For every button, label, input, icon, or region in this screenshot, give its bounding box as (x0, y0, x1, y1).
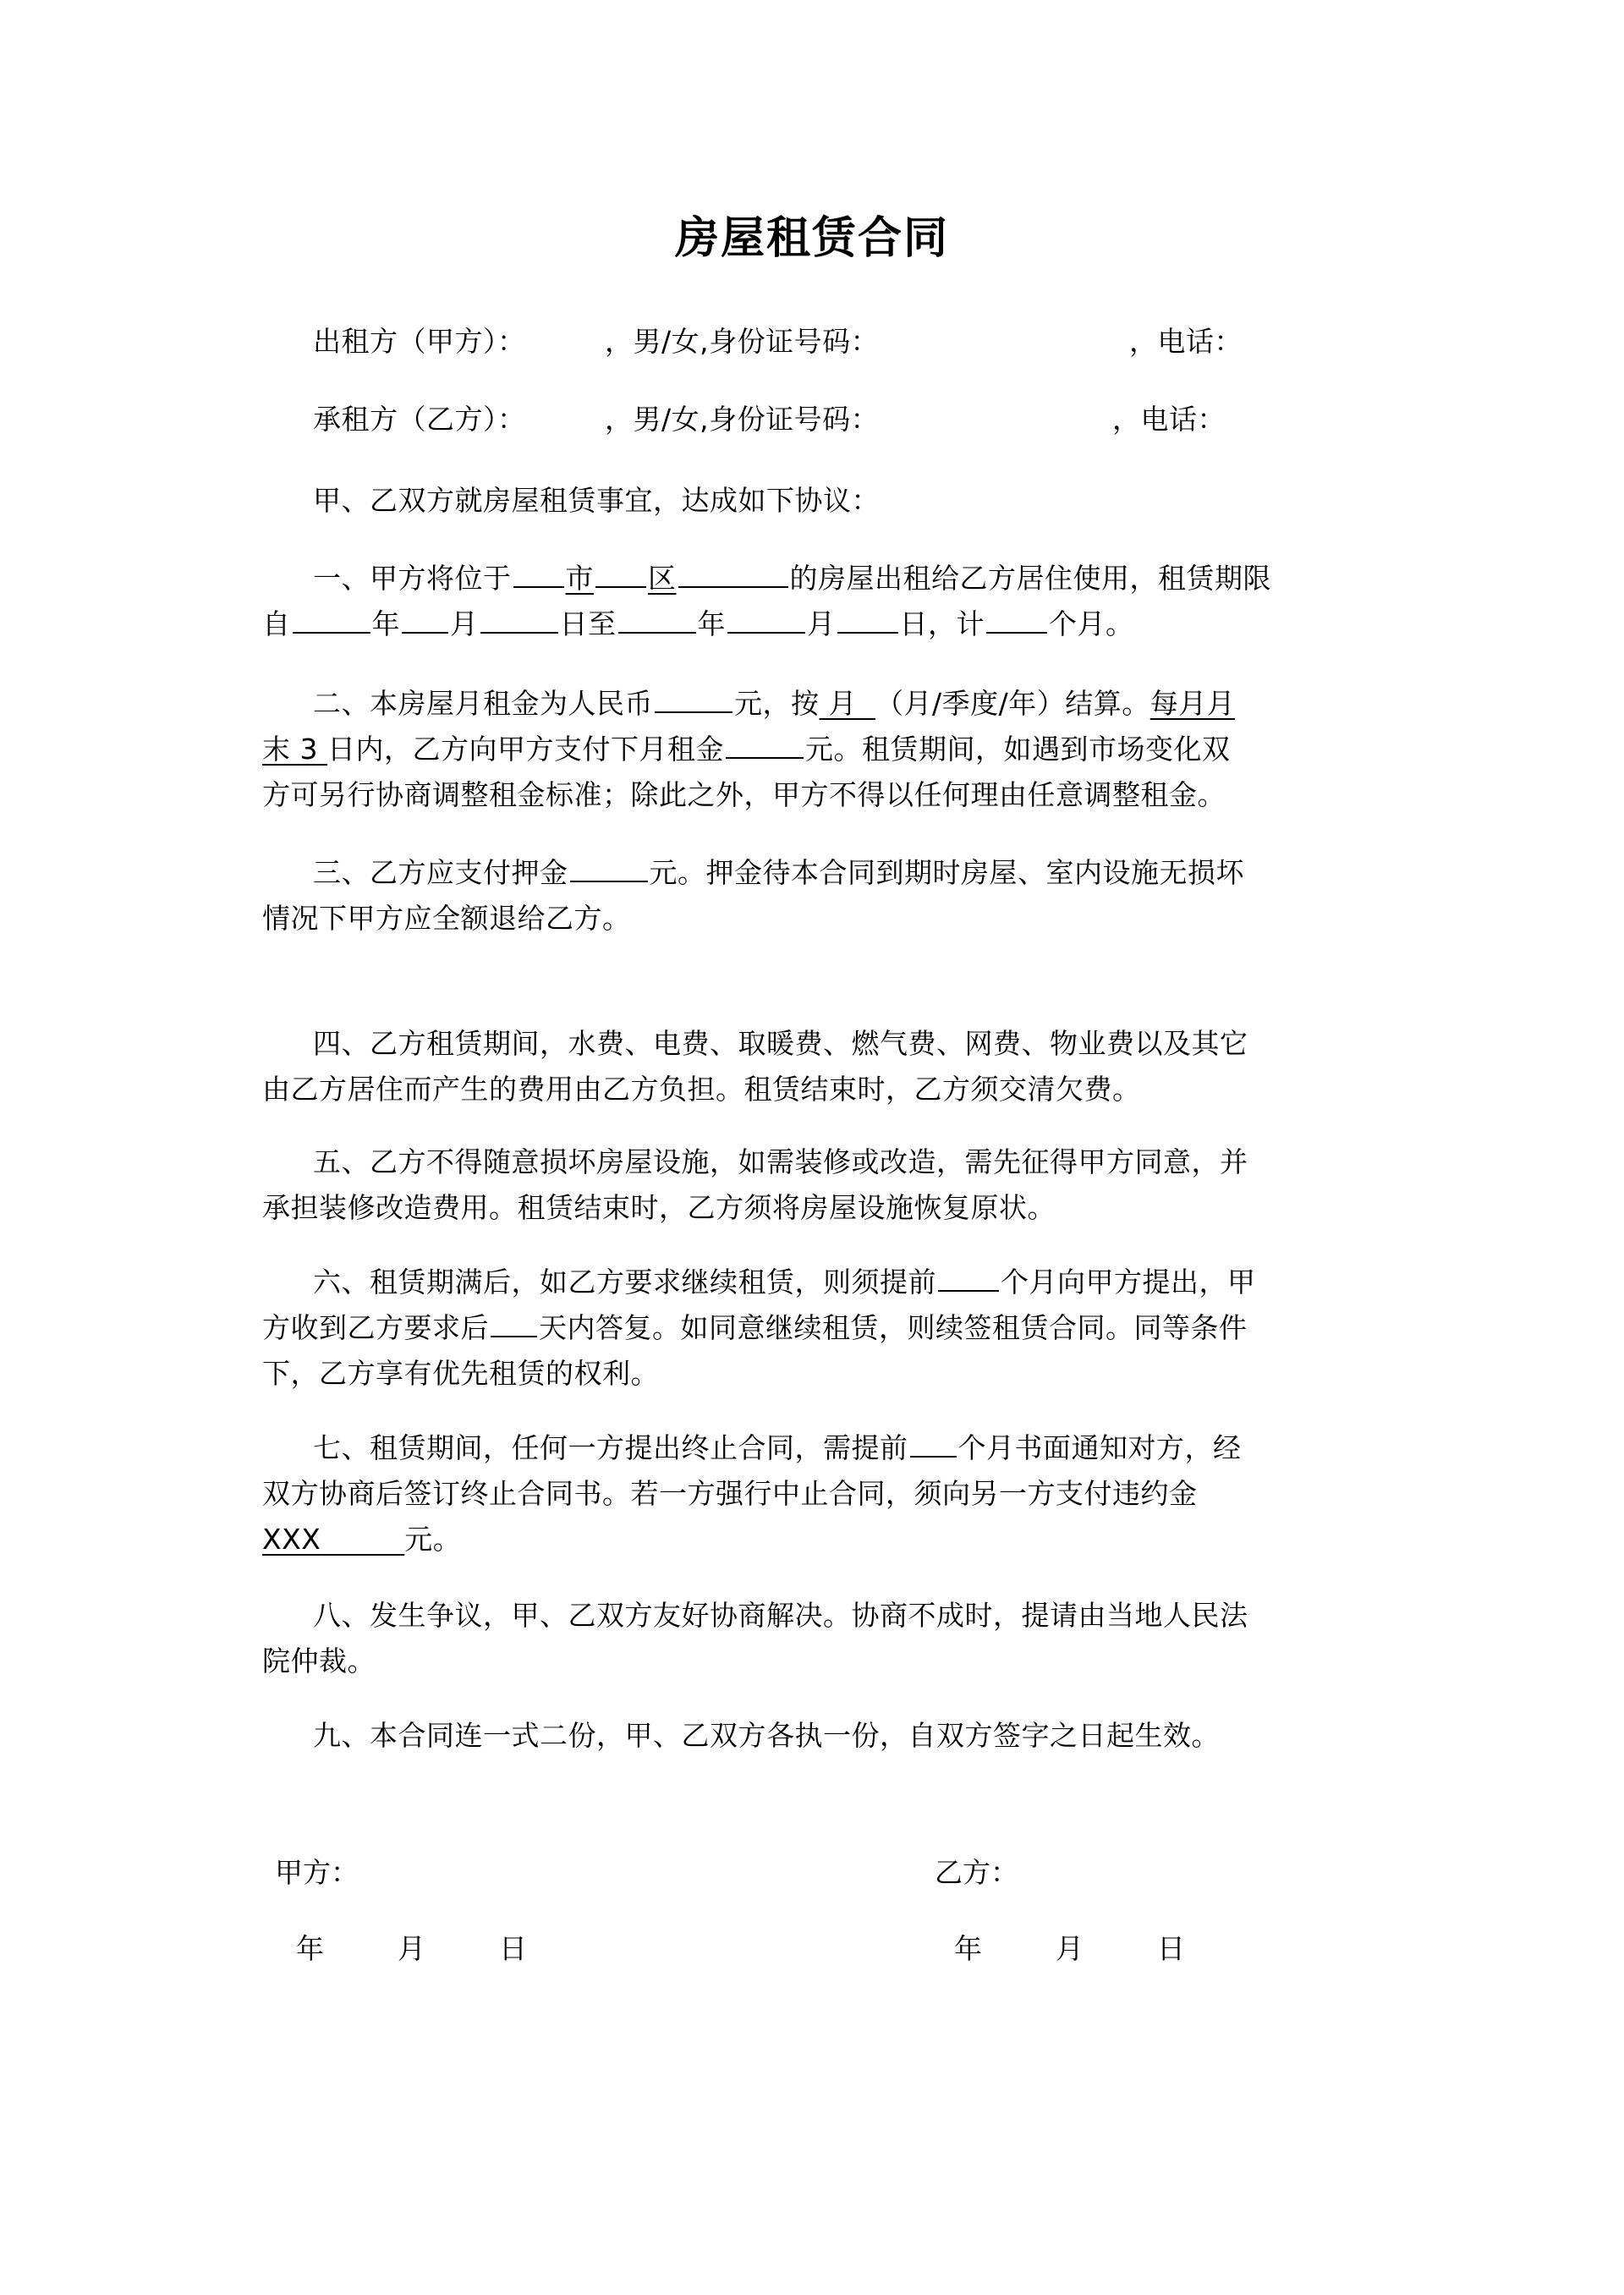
start-month-blank (402, 607, 448, 634)
clause-3-line-1 (262, 854, 1387, 892)
party-a-gender-id: ，男/女,身份证号码： (605, 325, 880, 358)
clause-8-line-2: 院仲裁。 (262, 1644, 376, 1677)
clause-1-text: 月 (807, 607, 836, 640)
party-a-sign-month: 月 (398, 1932, 425, 1965)
clause-1-text: 年 (697, 607, 726, 640)
clause-5-line-2: 承担装修改造费用。租赁结束时，乙方须将房屋设施恢复原状。 (262, 1191, 1056, 1224)
clause-6-text: 方收到乙方要求后 (262, 1311, 489, 1344)
clause-1-text: 日至 (559, 607, 617, 640)
payment-day-field: 每月月 (1149, 687, 1236, 720)
deposit-blank (570, 855, 648, 882)
clause-2-text: 元。租赁期间，如遇到市场变化双 (804, 733, 1231, 766)
clause-6-text: 个月向甲方提出，甲 (1001, 1266, 1256, 1298)
clause-2-line-1 (262, 685, 1387, 722)
end-month-blank (727, 607, 805, 634)
clause-4-line-1: 四、乙方租赁期间，水费、电费、取暖费、燃气费、网费、物业费以及其它 (313, 1027, 1248, 1060)
party-a-sign-year: 年 (296, 1932, 324, 1965)
payment-period-field (820, 687, 875, 720)
renewal-notice-months-blank (938, 1265, 999, 1292)
party-b-signature-label: 乙方： (935, 1856, 1018, 1889)
clause-2-line-3: 方可另行协商调整租金标准；除此之外，甲方不得以任何理由任意调整租金。 (262, 778, 1226, 811)
clause-3-line-2: 情况下甲方应全额退给乙方。 (262, 902, 631, 935)
clause-1-line-1 (262, 560, 1387, 597)
clause-7-text: 个月书面通知对方，经 (957, 1431, 1242, 1464)
district-field: 区 (648, 562, 677, 595)
clause-6-line-3: 下，乙方享有优先租赁的权利。 (262, 1357, 659, 1390)
clause-1-text: 自 (262, 607, 291, 640)
clause-2-text: 元，按 (734, 687, 820, 720)
clause-7-text: 元。 (404, 1523, 462, 1556)
next-rent-blank (726, 732, 804, 759)
months-count-blank (986, 607, 1047, 634)
clause-7-line-1 (262, 1430, 1387, 1467)
party-b-phone: ，电话： (1112, 403, 1226, 436)
payment-day-field: 末 3 (262, 733, 327, 766)
payment-period-value: 月 (828, 687, 857, 720)
clause-7-text: 七、租赁期间，任何一方提出终止合同，需提前 (313, 1431, 908, 1464)
clause-7-line-3 (262, 1521, 1387, 1558)
clause-1-text: 个月。 (1049, 607, 1134, 640)
clause-5-line-1: 五、乙方不得随意损坏房屋设施，如需装修或改造，需先征得甲方同意，并 (313, 1145, 1248, 1178)
clause-1-text: 年 (371, 607, 400, 640)
party-b-sign-month: 月 (1056, 1932, 1084, 1965)
clause-3-text: 三、乙方应支付押金 (313, 856, 568, 889)
document-title: 房屋租赁合同 (674, 213, 949, 264)
clause-6-text: 天内答复。如同意继续租赁，则续签租赁合同。同等条件 (539, 1311, 1248, 1344)
clause-6-line-1 (262, 1264, 1387, 1301)
monthly-rent-blank (655, 686, 732, 713)
clause-1-line-2 (262, 606, 1387, 643)
blank-field (513, 561, 564, 588)
clause-9-line-1: 九、本合同连一式二份，甲、乙双方各执一份，自双方签字之日起生效。 (313, 1719, 1220, 1752)
party-b-label: 承租方（乙方）： (313, 403, 526, 436)
clause-1-text: 月 (450, 607, 479, 640)
clause-8-line-1: 八、发生争议，甲、乙双方友好协商解决。协商不成时，提请由当地人民法 (313, 1599, 1248, 1632)
clause-7-line-2: 双方协商后签订终止合同书。若一方强行中止合同，须向另一方支付违约金 (262, 1477, 1198, 1510)
blank-field (678, 561, 788, 588)
clause-2-text: （月/季度/年）结算。 (875, 687, 1150, 720)
clause-3-text: 元。押金待本合同到期时房屋、室内设施无损坏 (649, 856, 1244, 889)
party-a-sign-day: 日 (499, 1932, 527, 1965)
intro-paragraph: 甲、乙双方就房屋租赁事宜，达成如下协议： (313, 484, 880, 517)
party-b-sign-day: 日 (1157, 1932, 1185, 1965)
city-field: 市 (565, 562, 594, 595)
termination-notice-months-blank (910, 1430, 957, 1458)
penalty-amount-field (262, 1523, 404, 1556)
party-a-phone: ，电话： (1129, 325, 1243, 358)
start-year-blank (293, 607, 370, 634)
clause-1-text: 日，计 (899, 607, 985, 640)
clause-2-line-2 (262, 731, 1387, 768)
clause-6-text: 六、租赁期满后，如乙方要求继续租赁，则须提前 (313, 1266, 936, 1298)
end-day-blank (837, 607, 898, 634)
party-b-sign-year: 年 (954, 1932, 982, 1965)
clause-1-text: 一、甲方将位于 (313, 562, 512, 595)
party-a-label: 出租方（甲方）： (313, 325, 526, 358)
end-year-blank (618, 607, 696, 634)
penalty-amount-value: XXX (262, 1523, 321, 1556)
party-b-gender-id: ，男/女,身份证号码： (605, 403, 880, 436)
clause-2-text: 二、本房屋月租金为人民币 (313, 687, 653, 720)
clause-6-line-2 (262, 1309, 1387, 1347)
party-a-signature-label: 甲方： (275, 1856, 359, 1889)
start-day-blank (480, 607, 558, 634)
blank-field (595, 561, 646, 588)
clause-2-text: 日内，乙方向甲方支付下月租金 (326, 733, 724, 766)
reply-days-blank (491, 1310, 537, 1337)
clause-4-line-2: 由乙方居住而产生的费用由乙方负担。租赁结束时，乙方须交清欠费。 (262, 1073, 1141, 1106)
clause-1-text: 的房屋出租给乙方居住使用，租赁期限 (789, 562, 1271, 595)
